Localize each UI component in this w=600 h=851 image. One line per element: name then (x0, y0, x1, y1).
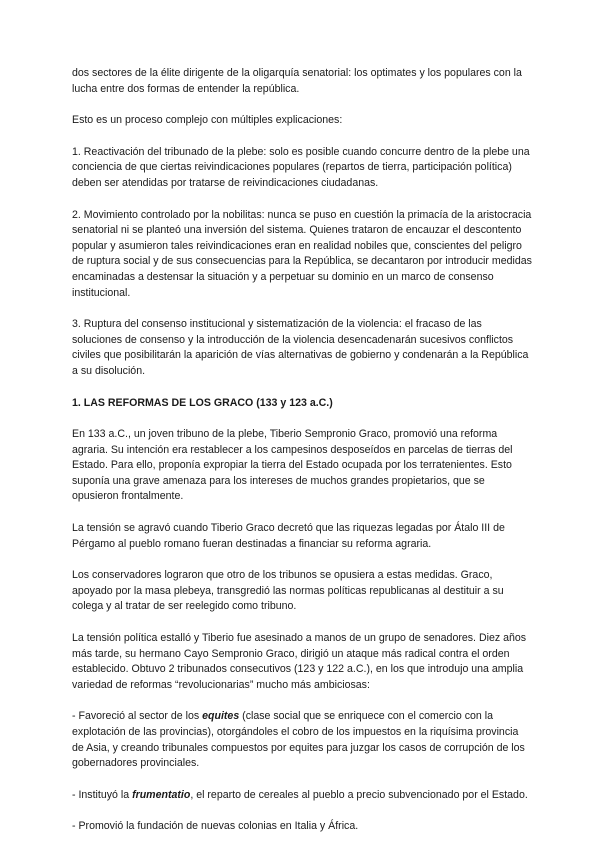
tension-paragraph: La tensión se agravó cuando Tiberio Graco decretó que las riquezas legadas por Átalo III de Pérgamo al pueblo romano fueran destinadas a financiar su reforma agraria. (72, 522, 505, 550)
conservadores-paragraph: Los conservadores lograron que otro de los tribunos se opusiera a estas medidas. Graco, apoyado por la masa plebeya, transgredió las normas políticas republicanas al destituir a su colega y al tratar de ser reelegido como tribuno. (72, 569, 504, 613)
frumentatio-bullet (72, 788, 532, 804)
frumentatio-bullet-lead: - Instituyó la (72, 788, 133, 801)
point-2-paragraph: 2. Movimiento controlado por la nobilitas: nunca se puso en cuestión la primacía de la aristocracia senatorial ni se planteó una inversión del sistema. Quienes trataron de encauzar el descontento popular y asumieron tales reivindicaciones eran en realidad nobiles que, conscientes del peligro de ruptura social y de sus consecuencias para la República, se decantaron por introducir medidas encaminadas a destensar la situación y a perpetuar su dominio en un marco de consenso institucional. (72, 208, 532, 299)
equites-term: equites (202, 710, 240, 723)
section-heading: 1. LAS REFORMAS DE LOS GRACO (133 y 123 a.C.) (72, 396, 333, 409)
intro-paragraph: dos sectores de la élite dirigente de la oligarquía senatorial: los optimates y los populares con la lucha entre dos formas de entender la república. (72, 67, 522, 95)
document-page (72, 66, 532, 851)
equites-bullet (72, 709, 532, 771)
frumentatio-term: frumentatio (132, 788, 191, 801)
cayo-paragraph: La tensión política estalló y Tiberio fue asesinado a manos de un grupo de senadores. Diez años más tarde, su hermano Cayo Sempronio Graco, dirigió un ataque más radical contra el orden establecido. Obtuvo 2 tribunados consecutivos (123 y 122 a.C.), en los que introdujo una amplia variedad de reformas “revolucionarias” mucho más ambiciosas: (72, 632, 527, 691)
equites-bullet-rest: (clase social que se enriquece con el comercio con la explotación de las provincias), otorgándoles el cobro de los impuestos en la riquísima provincia de Asia, y creando tribunales compuestos por equites para juzgar los casos de corrupción de los gobernadores provinciales. (72, 710, 525, 770)
frumentatio-bullet-rest: , el reparto de cereales al pueblo a precio subvencionado por el Estado. (190, 788, 528, 801)
complex-paragraph: Esto es un proceso complejo con múltiples explicaciones: (72, 114, 343, 127)
tiberio-paragraph: En 133 a.C., un joven tribuno de la plebe, Tiberio Sempronio Graco, promovió una reforma agraria. Su intención era restablecer a los campesinos desposeídos en parcelas de tierras del Estado. Para ello, proponía expropiar la tierra del Estado ocupada por los terratenientes. Esto suponía una grave amenaza para los intereses de muchos grandes propietarios, que se opusieron frontalmente. (72, 428, 513, 503)
equites-bullet-lead: - Favoreció al sector de los (72, 710, 203, 723)
colonias-bullet: - Promovió la fundación de nuevas colonias en Italia y África. (72, 820, 359, 833)
point-1-paragraph: 1. Reactivación del tribunado de la plebe: solo es posible cuando concurre dentro de la plebe una conciencia de que ciertas reivindicaciones populares (repartos de tierra, participación política) deben ser atendidas por tratarse de reivindicaciones ciudadanas. (72, 145, 530, 189)
point-3-paragraph: 3. Ruptura del consenso institucional y sistematización de la violencia: el fracaso de las soluciones de consenso y la introducción de la violencia desencadenarán sucesivos conflictos civiles que posibilitarán la aparición de vías alternativas de gobierno y condenarán a la República a su disolución. (72, 318, 529, 377)
